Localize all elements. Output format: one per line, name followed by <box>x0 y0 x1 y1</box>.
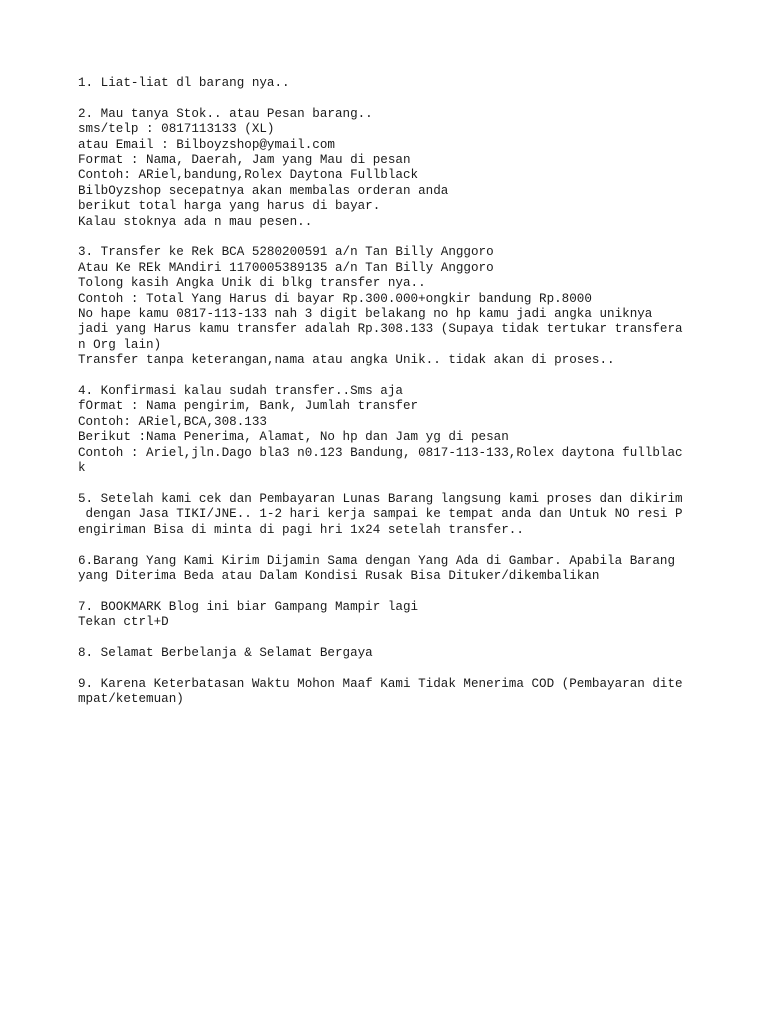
text-line: yang Diterima Beda atau Dalam Kondisi Rusak Bisa Dituker/dikembalikan <box>78 568 600 583</box>
step-7-paragraph <box>78 600 698 631</box>
text-line: k <box>78 461 86 476</box>
text-line: jadi yang Harus kamu transfer adalah Rp.308.133 (Supaya tidak tertukar transfera <box>78 322 683 337</box>
text-line: atau Email : Bilboyzshop@ymail.com <box>78 137 335 152</box>
text-line: 7. BOOKMARK Blog ini biar Gampang Mampir lagi <box>78 599 419 614</box>
text-line: Contoh: ARiel,bandung,Rolex Daytona Fullblack <box>78 168 419 183</box>
text-line: 3. Transfer ke Rek BCA 5280200591 a/n Tan Billy Anggoro <box>78 245 494 260</box>
text-line: No hape kamu 0817-113-133 nah 3 digit belakang no hp kamu jadi angka uniknya <box>78 307 653 322</box>
text-line: n Org lain) <box>78 337 162 352</box>
text-line: Contoh : Ariel,jln.Dago bla3 n0.123 Bandung, 0817-113-133,Rolex daytona fullblac <box>78 445 683 460</box>
text-line: fOrmat : Nama pengirim, Bank, Jumlah transfer <box>78 399 419 414</box>
step-4-paragraph <box>78 384 698 476</box>
text-line: dengan Jasa TIKI/JNE.. 1-2 hari kerja sampai ke tempat anda dan Untuk NO resi P <box>78 507 683 522</box>
text-line: BilbOyzshop secepatnya akan membalas orderan anda <box>78 183 449 198</box>
text-line: 6.Barang Yang Kami Kirim Dijamin Sama dengan Yang Ada di Gambar. Apabila Barang <box>78 553 676 568</box>
text-line: 1. Liat-liat dl barang nya.. <box>78 76 290 90</box>
step-1-paragraph <box>78 76 698 91</box>
text-line: Atau Ke REk MAndiri 1170005389135 a/n Tan Billy Anggoro <box>78 260 494 275</box>
text-line: 4. Konfirmasi kalau sudah transfer..Sms aja <box>78 384 403 399</box>
text-line: sms/telp : 0817113133 (XL) <box>78 122 275 137</box>
text-line: Contoh: ARiel,BCA,308.133 <box>78 414 267 429</box>
text-line: Contoh : Total Yang Harus di bayar Rp.300.000+ongkir bandung Rp.8000 <box>78 291 592 306</box>
text-line: Format : Nama, Daerah, Jam yang Mau di pesan <box>78 153 411 168</box>
step-5-paragraph <box>78 492 698 538</box>
step-6-paragraph <box>78 554 698 585</box>
text-line: berikut total harga yang harus di bayar. <box>78 199 381 214</box>
document-page <box>78 76 698 723</box>
text-line: Tolong kasih Angka Unik di blkg transfer nya.. <box>78 276 426 291</box>
text-line: 5. Setelah kami cek dan Pembayaran Lunas Barang langsung kami proses dan dikirim <box>78 491 683 506</box>
text-line: engiriman Bisa di minta di pagi hri 1x24 setelah transfer.. <box>78 522 524 537</box>
step-3-paragraph <box>78 245 698 368</box>
text-line: 8. Selamat Berbelanja & Selamat Bergaya <box>78 645 373 660</box>
text-line: Kalau stoknya ada n mau pesen.. <box>78 214 313 229</box>
text-line: 9. Karena Keterbatasan Waktu Mohon Maaf Kami Tidak Menerima COD (Pembayaran dite <box>78 676 683 691</box>
text-line: Berikut :Nama Penerima, Alamat, No hp dan Jam yg di pesan <box>78 430 509 445</box>
step-2-paragraph <box>78 107 698 230</box>
text-line: Tekan ctrl+D <box>78 615 169 630</box>
step-9-paragraph <box>78 677 698 708</box>
text-line: Transfer tanpa keterangan,nama atau angka Unik.. tidak akan di proses.. <box>78 353 615 368</box>
text-line: 2. Mau tanya Stok.. atau Pesan barang.. <box>78 106 373 121</box>
step-8-paragraph <box>78 646 698 661</box>
text-line: mpat/ketemuan) <box>78 692 184 707</box>
